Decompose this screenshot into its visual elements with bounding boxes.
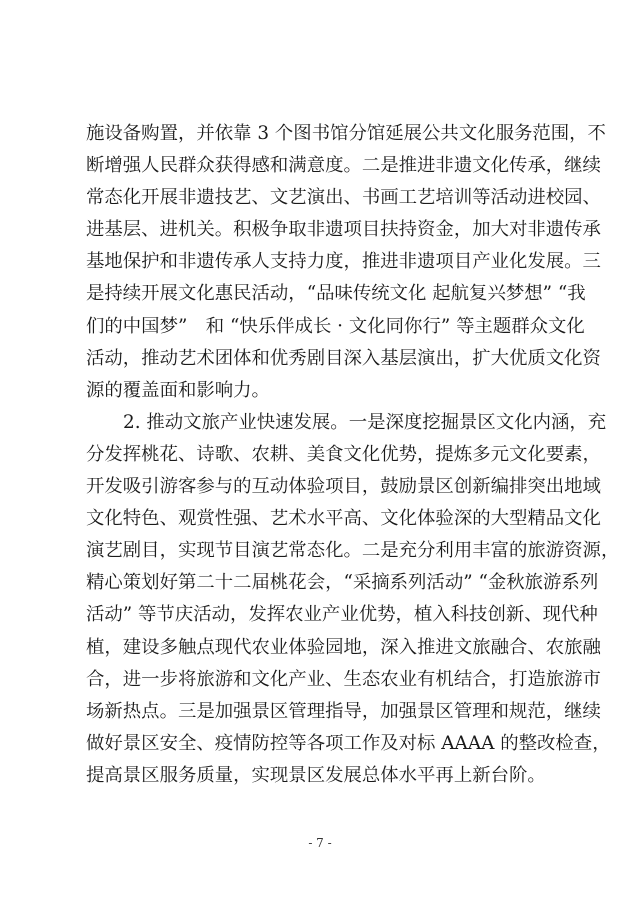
paragraph: [86, 407, 620, 792]
text-line: 做好景区安全、疫情防控等各项工作及对标 AAAA 的整改检查，: [86, 732, 611, 754]
text-line: 基地保护和非遗传承人支持力度，推进非遗项目产业化发展。三: [86, 251, 601, 273]
body-text: [86, 118, 620, 792]
page-number: - 7 -: [308, 836, 332, 850]
text-line: 提高景区服务质量，实现景区发展总体水平再上新台阶。: [86, 764, 546, 786]
text-line: 文化特色、观赏性强、艺术水平高、文化体验深的大型精品文化: [86, 508, 601, 530]
text-line: 源的覆盖面和影响力。: [86, 379, 270, 401]
text-line: 断增强人民群众获得感和满意度。二是推进非遗文化传承，继续: [86, 155, 601, 177]
text-line: 施设备购置，并依靠 3 个图书馆分馆延展公共文化服务范围，不: [86, 123, 606, 144]
text-line: 场新热点。三是加强景区管理指导，加强景区管理和规范，继续: [86, 700, 601, 722]
text-line: 常态化开展非遗技艺、文艺演出、书画工艺培训等活动进校园、: [86, 187, 601, 209]
text-line: 开发吸引游客参与的互动体验项目，鼓励景区创新编排突出地域: [86, 476, 601, 498]
text-line: 分发挥桃花、诗歌、农耕、美食文化优势，提炼多元文化要素，: [86, 443, 601, 465]
text-line: 活动” 等节庆活动，发挥农业产业优势，植入科技创新、现代种: [86, 604, 598, 626]
text-line: 活动，推动艺术团体和优秀剧目深入基层演出，扩大优质文化资: [86, 347, 601, 369]
text-line: 合，进一步将旅游和文化产业、生态农业有机结合，打造旅游市: [86, 668, 601, 690]
text-line: 2. 推动文旅产业快速发展。一是深度挖掘景区文化内涵，充: [123, 411, 607, 433]
text-line: 们的中国梦” 和 “快乐伴成长 · 文化同你行” 等主题群众文化: [86, 315, 585, 337]
paragraph: [86, 118, 606, 407]
text-line: 进基层、进机关。积极争取非遗项目扶持资金，加大对非遗传承: [86, 219, 601, 241]
text-line: 精心策划好第二十二届桃花会，“采摘系列活动” “金秋旅游系列: [86, 572, 599, 594]
text-line: 演艺剧目，实现节目演艺常态化。二是充分利用丰富的旅游资源，: [86, 540, 620, 562]
text-line: 是持续开展文化惠民活动，“品味传统文化 起航复兴梦想” “我: [86, 283, 586, 305]
text-line: 植，建设多触点现代农业体验园地，深入推进文旅融合、农旅融: [86, 636, 601, 658]
